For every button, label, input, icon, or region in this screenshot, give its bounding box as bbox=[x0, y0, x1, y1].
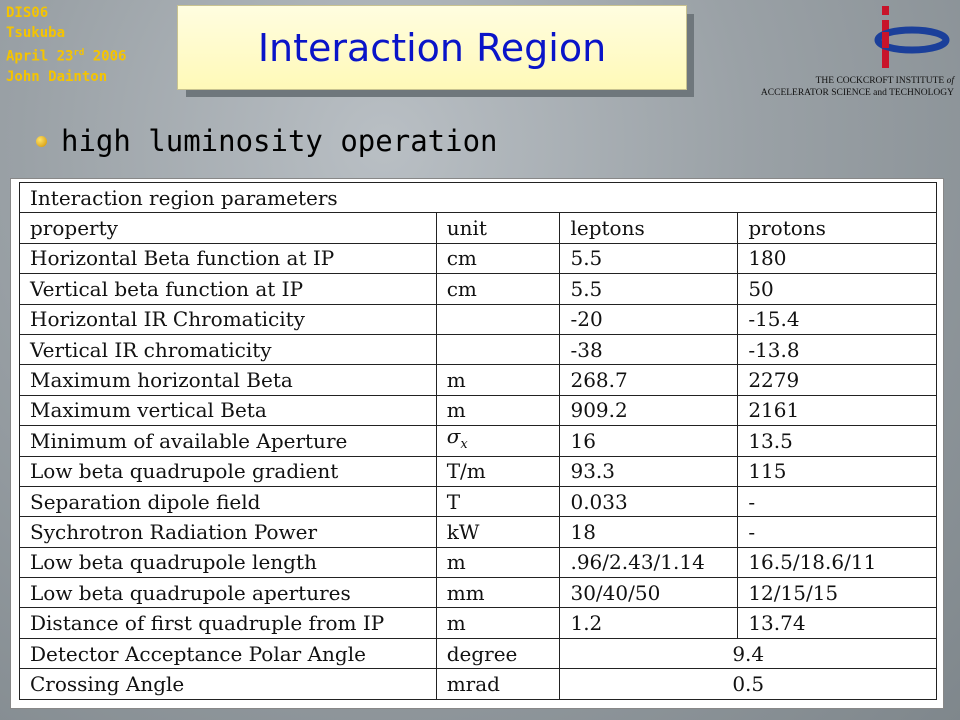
cell-protons: 2161 bbox=[738, 395, 937, 425]
cell-unit: mm bbox=[436, 578, 560, 608]
cell-unit bbox=[436, 334, 560, 364]
table-row bbox=[20, 456, 937, 486]
cell-leptons: -38 bbox=[560, 334, 738, 364]
cell-leptons: 5.5 bbox=[560, 243, 738, 273]
meta-date bbox=[6, 43, 126, 67]
institute-line-2: ACCELERATOR SCIENCE and TECHNOLOGY bbox=[760, 88, 954, 98]
cell-property: Low beta quadrupole length bbox=[20, 547, 437, 577]
sigma-symbol: σ bbox=[446, 424, 461, 449]
cell-value-merged: 9.4 bbox=[560, 638, 937, 668]
cell-protons: - bbox=[738, 486, 937, 516]
cell-protons: 13.5 bbox=[738, 426, 937, 456]
cell-unit: m bbox=[436, 365, 560, 395]
meta-date-main: April 23 bbox=[6, 48, 74, 65]
cell-value-merged: 0.5 bbox=[560, 669, 937, 699]
meta-date-sup: rd bbox=[73, 48, 85, 58]
cell-unit: T bbox=[436, 486, 560, 516]
meta-location: Tsukuba bbox=[6, 25, 66, 41]
cell-property: Maximum horizontal Beta bbox=[20, 365, 437, 395]
table-row bbox=[20, 243, 937, 273]
header-property: property bbox=[20, 213, 437, 243]
table-row bbox=[20, 486, 937, 516]
cockcroft-logo bbox=[862, 2, 952, 72]
cell-property: Low beta quadrupole apertures bbox=[20, 578, 437, 608]
bullet-icon bbox=[36, 136, 47, 147]
cell-unit: mrad bbox=[436, 669, 560, 699]
slide-meta bbox=[6, 3, 126, 87]
cell-leptons: 18 bbox=[560, 517, 738, 547]
cell-protons: - bbox=[738, 517, 937, 547]
cell-unit: m bbox=[436, 608, 560, 638]
cell-property: Detector Acceptance Polar Angle bbox=[20, 638, 437, 668]
cell-property: Horizontal IR Chromaticity bbox=[20, 304, 437, 334]
cell-property: Crossing Angle bbox=[20, 669, 437, 699]
parameters-table-panel bbox=[10, 178, 944, 709]
sigma-subscript: x bbox=[460, 437, 468, 453]
cell-unit-sigma bbox=[436, 426, 560, 456]
cell-protons: 115 bbox=[738, 456, 937, 486]
cell-unit: cm bbox=[436, 243, 560, 273]
cell-property: Maximum vertical Beta bbox=[20, 395, 437, 425]
cell-protons: 12/15/15 bbox=[738, 578, 937, 608]
cell-property: Vertical beta function at IP bbox=[20, 274, 437, 304]
cell-property: Vertical IR chromaticity bbox=[20, 334, 437, 364]
cell-unit: kW bbox=[436, 517, 560, 547]
cell-unit: m bbox=[436, 547, 560, 577]
cell-leptons: 268.7 bbox=[560, 365, 738, 395]
title-box bbox=[177, 5, 687, 90]
table-row bbox=[20, 395, 937, 425]
table-row bbox=[20, 334, 937, 364]
meta-author: John Dainton bbox=[6, 68, 108, 85]
cell-unit: T/m bbox=[436, 456, 560, 486]
header-unit: unit bbox=[436, 213, 560, 243]
cell-property: Minimum of available Aperture bbox=[20, 426, 437, 456]
bullet-item bbox=[36, 124, 498, 158]
institute-of: of bbox=[946, 76, 954, 86]
meta-date-year: 2006 bbox=[84, 48, 127, 65]
cell-protons: 180 bbox=[738, 243, 937, 273]
table-row bbox=[20, 638, 937, 668]
table-row bbox=[20, 547, 937, 577]
cell-leptons: -20 bbox=[560, 304, 738, 334]
cell-unit bbox=[436, 304, 560, 334]
cell-unit: cm bbox=[436, 274, 560, 304]
cell-leptons: 0.033 bbox=[560, 486, 738, 516]
table-row bbox=[20, 669, 937, 699]
table-row bbox=[20, 578, 937, 608]
table-header-row bbox=[20, 213, 937, 243]
cell-property: Sychrotron Radiation Power bbox=[20, 517, 437, 547]
table-row bbox=[20, 426, 937, 456]
cell-leptons: 1.2 bbox=[560, 608, 738, 638]
institute-main: THE COCKCROFT INSTITUTE bbox=[815, 76, 945, 86]
slide-title: Interaction Region bbox=[257, 25, 607, 70]
cell-property: Low beta quadrupole gradient bbox=[20, 456, 437, 486]
bullet-text: high luminosity operation bbox=[61, 124, 498, 158]
header-protons: protons bbox=[738, 213, 937, 243]
table-row bbox=[20, 274, 937, 304]
table-row bbox=[20, 608, 937, 638]
parameters-table bbox=[19, 182, 937, 700]
cell-protons: 16.5/18.6/11 bbox=[738, 547, 937, 577]
cell-leptons: 5.5 bbox=[560, 274, 738, 304]
cell-property: Separation dipole field bbox=[20, 486, 437, 516]
cell-protons: -13.8 bbox=[738, 334, 937, 364]
table-caption: Interaction region parameters bbox=[20, 183, 937, 213]
cell-unit: m bbox=[436, 395, 560, 425]
cell-protons: 13.74 bbox=[738, 608, 937, 638]
cell-property: Distance of first quadruple from IP bbox=[20, 608, 437, 638]
cell-leptons: .96/2.43/1.14 bbox=[560, 547, 738, 577]
cell-leptons: 30/40/50 bbox=[560, 578, 738, 608]
cell-protons: -15.4 bbox=[738, 304, 937, 334]
cell-property: Horizontal Beta function at IP bbox=[20, 243, 437, 273]
table-row bbox=[20, 517, 937, 547]
cell-leptons: 16 bbox=[560, 426, 738, 456]
meta-event: DIS06 bbox=[6, 5, 49, 21]
cell-protons: 2279 bbox=[738, 365, 937, 395]
institute-line-1 bbox=[761, 75, 954, 87]
table-row bbox=[20, 365, 937, 395]
table-row bbox=[20, 304, 937, 334]
cell-leptons: 93.3 bbox=[560, 456, 738, 486]
cell-leptons: 909.2 bbox=[560, 395, 738, 425]
cell-protons: 50 bbox=[738, 274, 937, 304]
cell-unit: degree bbox=[436, 638, 560, 668]
table-caption-row bbox=[20, 183, 937, 213]
header-leptons: leptons bbox=[560, 213, 738, 243]
institute-name bbox=[761, 75, 954, 99]
